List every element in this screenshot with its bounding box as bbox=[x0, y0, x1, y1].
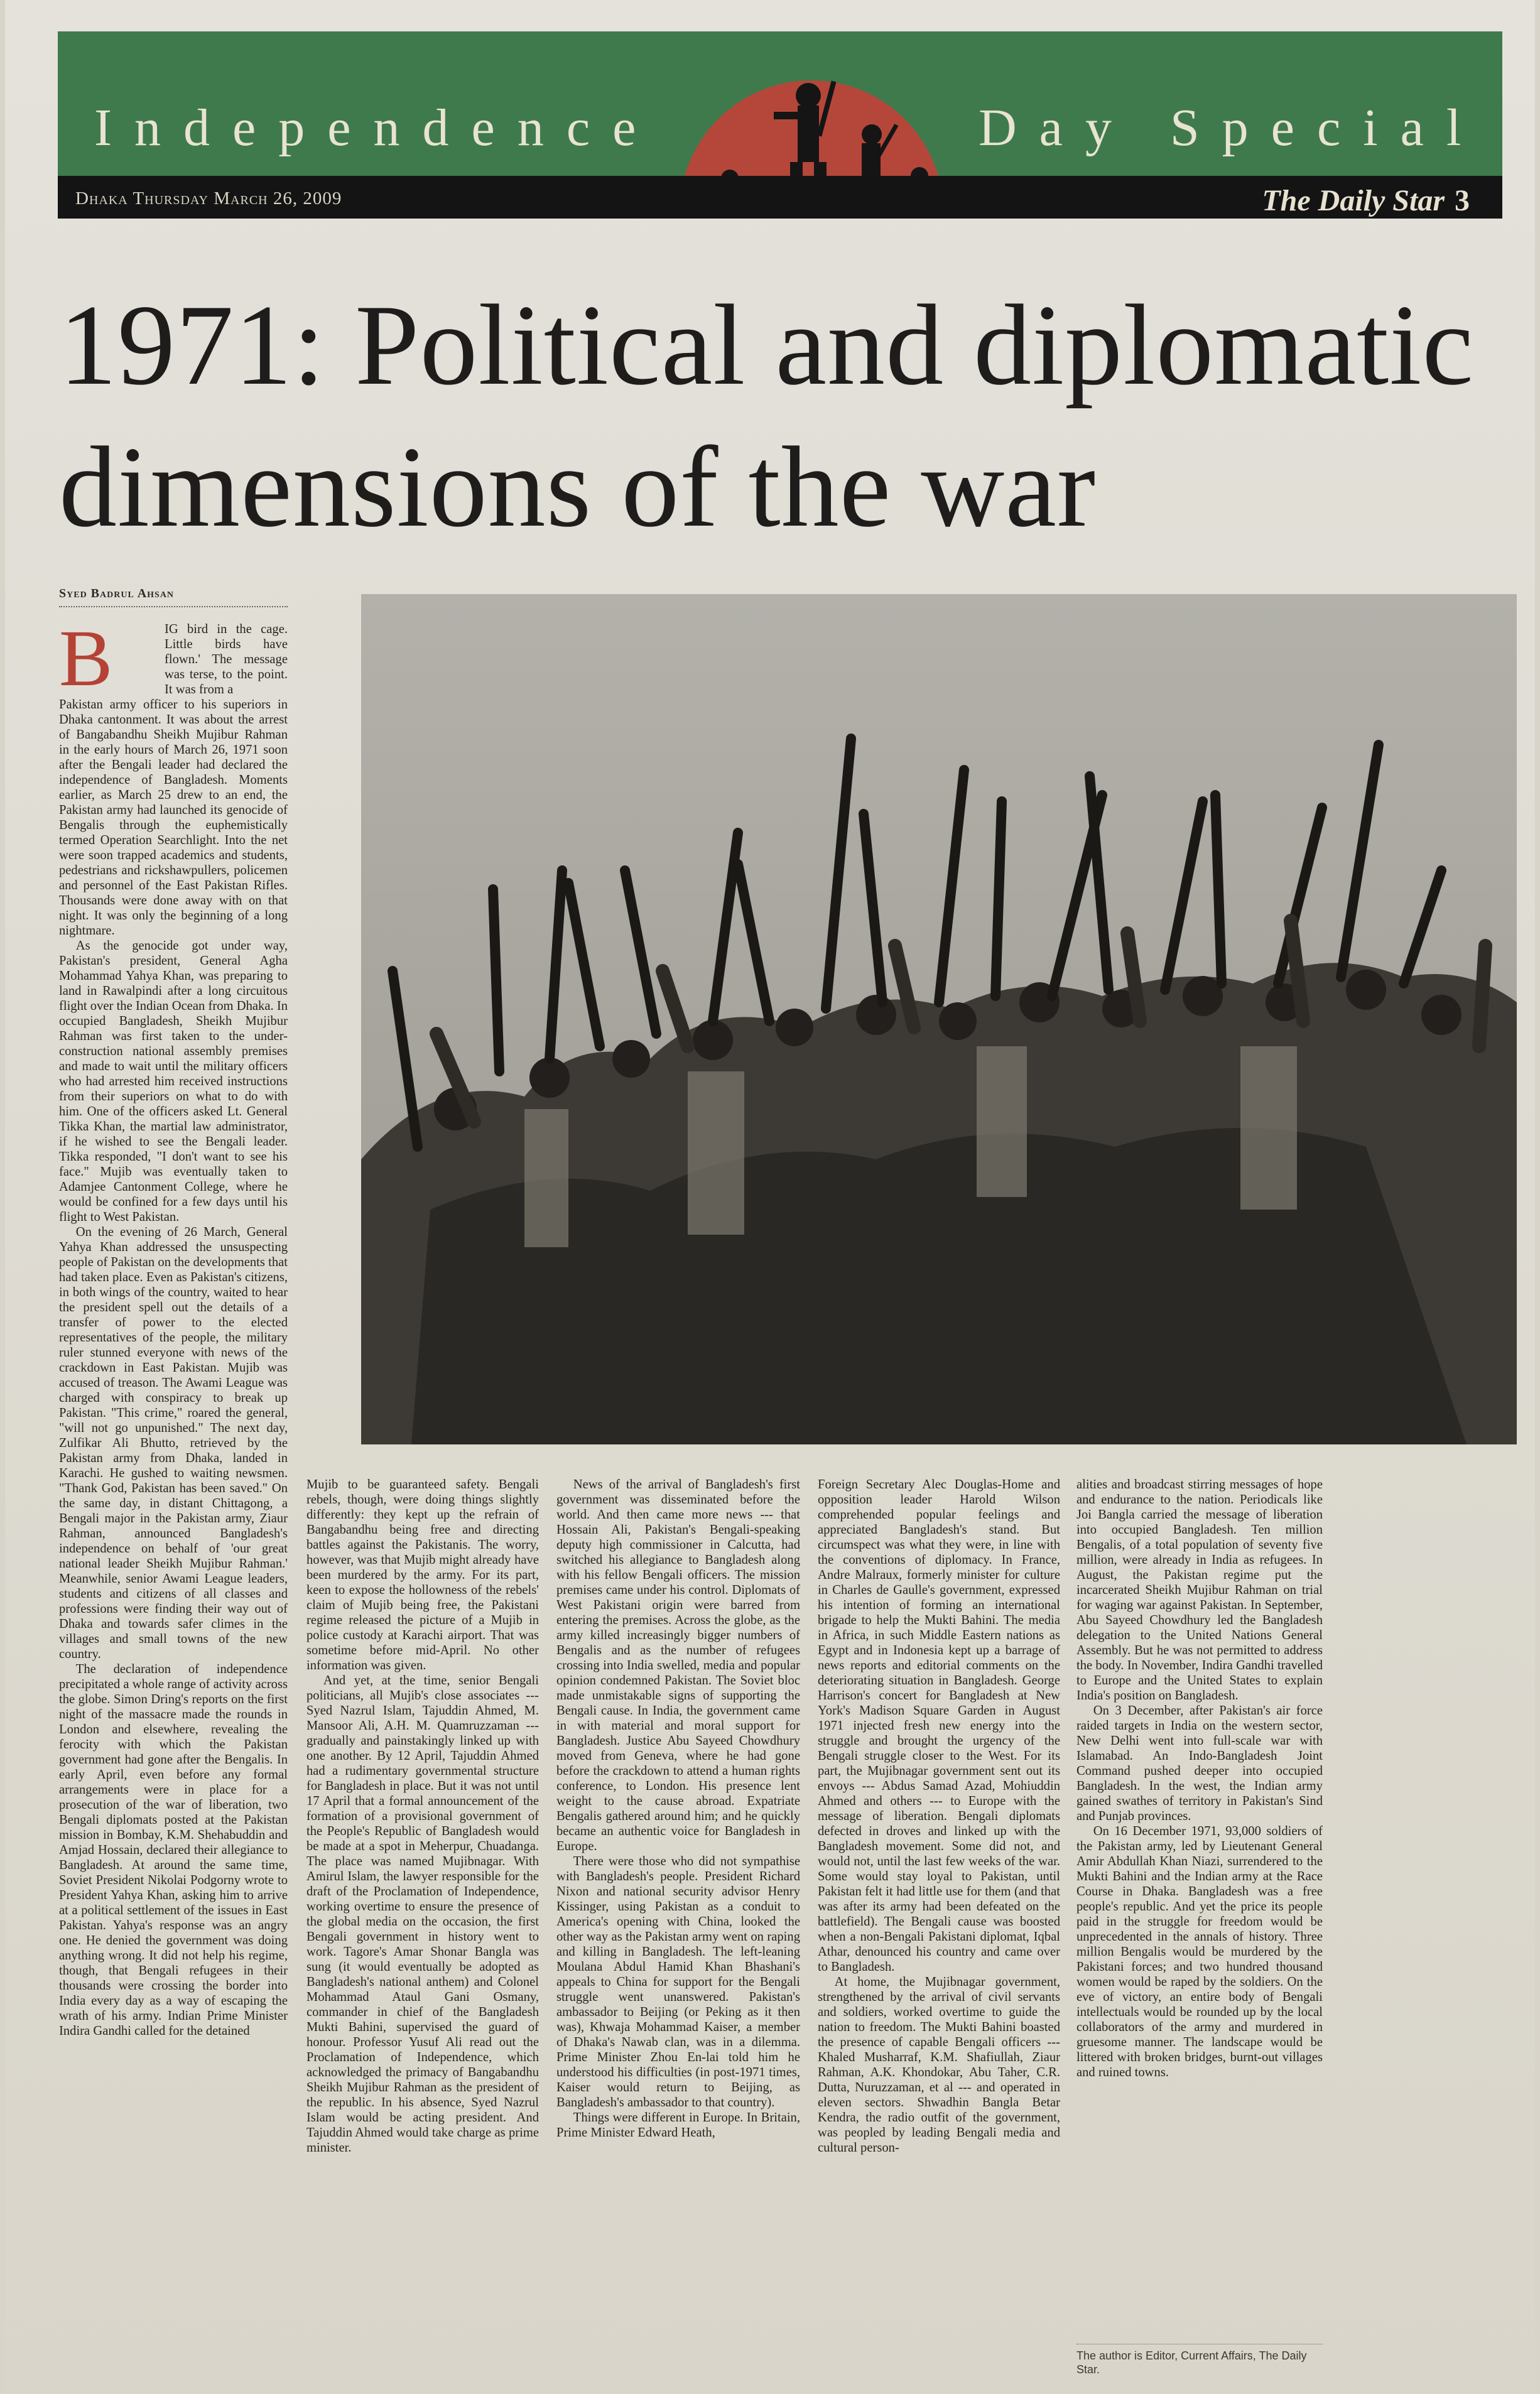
article-column-1 bbox=[59, 622, 288, 2039]
masthead bbox=[1262, 183, 1470, 218]
paragraph: Mujib to be guaranteed safety. Bengali rebels, though, were doing things slightly differently: they kept up the refrain of Bangabandhu being free and directing battles against the Pakistanis. The worry, however, was that Mujib might already have been murdered by the army. For its part, keen to expose the hollowness of the rebels' claim of Mujib being free, the Pakistani regime released the picture of a Mujib in police custody at Karachi airport. That was sometime before mid-April. No other information was given. bbox=[306, 1478, 539, 1672]
drop-cap: B bbox=[59, 614, 113, 703]
page-number: 3 bbox=[1455, 184, 1470, 217]
opening-lines: IG bird in the cage. Little birds have flown.' The message was terse, to the point. It was from a bbox=[165, 622, 288, 696]
article-opening bbox=[59, 622, 288, 697]
byline: Syed Badrul Ahsan bbox=[59, 587, 175, 600]
banner-title-right: Day Special bbox=[979, 99, 1484, 157]
paragraph: On 3 December, after Pakistan's air force raided targets in India on the western sector, New Delhi went into full-scale war with Islamabad. An Indo-Bangladesh Joint Command pushed deeper into occupied Bangladesh. In the west, the Indian army gained swathes of territory in Pakistan's Sind and Punjab provinces. bbox=[1076, 1704, 1323, 1823]
paragraph: The declaration of independence precipitated a whole range of activity across the globe. Simon Dring's reports on the first night of the massacre made the rounds in London and elsewhere, revealing the ferocity with which the Pakistan government had gone after the Bengalis. In early April, even before any formal arrangements were in place for a prosecution of the war of liberation, two Bengali diplomats posted at the Pakistan mission in Bombay, K.M. Shehabuddin and Amjad Hossain, declared their allegiance to Bangladesh. At around the same time, Soviet President Nikolai Podgorny wrote to President Yahya Khan, asking him to arrive at a political settlement of the issues in East Pakistan. Yahya's response was an angry one. He denied the government was doing anything wrong. It did not help his regime, though, that Bengali refugees in their thousands were crossing the border into India every day as a way of escaping the wrath of his army. Indian Prime Minister Indira Gandhi called for the detained bbox=[59, 1662, 288, 2038]
paragraph: Things were different in Europe. In Britain, Prime Minister Edward Heath, bbox=[556, 2111, 800, 2140]
headline-line-1: 1971: Political and diplomatic bbox=[59, 281, 1475, 409]
masthead-logo: The Daily Star bbox=[1262, 184, 1445, 217]
paragraph: alities and broadcast stirring messages of hope and endurance to the nation. Periodicals like Joi Bangla carried the message of liberation into occupied Bangladesh. Ten million Bengalis, of a total population of seventy five million, were already in India as refugees. In August, the Pakistan regime put the incarcerated Sheikh Mujibur Rahman on trial for waging war against Pakistan. In September, Abu Sayeed Chowdhury led the Bangladesh delegation to the United Nations General Assembly. But he was not permitted to address the body. In November, Indira Gandhi travelled to Europe and the United States to explain India's position on Bangladesh. bbox=[1076, 1478, 1323, 1703]
article-column-5 bbox=[1076, 1477, 1323, 2080]
byline-divider bbox=[59, 606, 288, 607]
dateline: Dhaka Thursday March 26, 2009 bbox=[75, 188, 342, 209]
newspaper-page bbox=[5, 0, 1535, 2394]
paragraph: Foreign Secretary Alec Douglas-Home and opposition leader Harold Wilson comprehended popular feelings and appreciated Bangladesh's stand. But circumspect was what they were, in line with the conventions of diplomacy. In France, Andre Malraux, formerly minister for culture in Charles de Gaulle's government, expressed his intention of forming an international brigade to help the Mukti Bahini. The media in Africa, in such Middle Eastern nations as Egypt and in Indonesia kept up a barrage of news reports and editorial comments on the deteriorating situation in Bangladesh. George Harrison's concert for Bangladesh at New York's Madison Square Garden in August 1971 injected fresh new energy into the struggle and brought the urgency of the Bengali struggle closer to the West. For its part, the Mujibnagar government sent out its envoys --- Abdus Samad Azad, Mohiuddin Ahmed and others --- to Europe with the message of liberation. Bengali diplomats defected in droves and linked up with the Bangladesh movement. Some did not, and would not, until the last few weeks of the war. Some would stay loyal to Pakistan, until Pakistan felt it had little use for them (and that was after its army had been defeated on the battlefield). The Bengali cause was boosted when a non-Bengali Pakistani diplomat, Iqbal Athar, denounced his country and came over to Bangladesh. bbox=[818, 1478, 1060, 1974]
paragraph: On 16 December 1971, 93,000 soldiers of the Pakistan army, led by Lieutenant General Amir Abdullah Khan Niazi, surrendered to the Mukti Bahini and the Indian army at the Race Course in Dhaka. Bangladesh was a free people's republic. And yet the price its people paid in the struggle for freedom would be unprecedented in the annals of history. Three million Bengalis would be murdered by the Pakistani forces; and two hundred thousand women would be raped by the soldiers. On the eve of victory, an entire body of Bengali intellectuals would be rounded up by the local collaborators of the army and murdered in gruesome manner. The landscape would be littered with broken bridges, burnt-out villages and ruined towns. bbox=[1076, 1824, 1323, 2079]
paragraph: And yet, at the time, senior Bengali politicians, all Mujib's close associates --- Syed Nazrul Islam, Tajuddin Ahmed, M. Mansoor Ali, A.H. M. Quamruzzaman --- gradually and painstakingly linked up with one another. By 12 April, Tajuddin Ahmed had a rudimentary governmental structure for Bangladesh in place. But it was not until 17 April that a formal announcement of the formation of a provisional government of the People's Republic of Bangladesh would be made at a spot in Meherpur, Chuadanga. The place was named Mujibnagar. With Amirul Islam, the lawyer responsible for the draft of the Proclamation of Independence, working overtime to ensure the presence of the global media on the occasion, the first Bengali government in history went to work. Tagore's Amar Shonar Bangla was sung (it would eventually be adopted as Bangladesh's national anthem) and Colonel Mohammad Ataul Gani Osmany, commander in chief of the Bangladesh Mukti Bahini, supervised the guard of honour. Professor Yusuf Ali read out the Proclamation of Independence, which acknowledged the primacy of Bangabandhu Sheikh Mujibur Rahman as the president of the republic. In his absence, Syed Nazrul Islam would be acting president. And Tajuddin Ahmed would take charge as prime minister. bbox=[306, 1674, 539, 2155]
paragraph: There were those who did not sympathise with Bangladesh's people. President Richard Nixon and national security advisor Henry Kissinger, using Pakistan as a conduit to America's opening with China, looked the other way as the Pakistan army went on raping and killing in Bangladesh. The left-leaning Moulana Abdul Hamid Khan Bhashani's appeals to China for support for the Bengali struggle went unanswered. Pakistan's ambassador to Beijing (or Peking as it then was), Khwaja Mohammad Kaiser, a member of Dhaka's Nawab clan, was in a dilemma. Prime Minister Zhou En-lai told him he understood his difficulties (in post-1971 times, Kaiser would return to Beijing, as Bangladesh's ambassador to that country). bbox=[556, 1855, 800, 2110]
crowd-raising-rifles-photo bbox=[361, 594, 1517, 1444]
article-column-4 bbox=[818, 1477, 1060, 2155]
paragraph: At home, the Mujibnagar government, strengthened by the arrival of civil servants and soldiers, worked overtime to guide the nation to freedom. The Mukti Bahini boasted the presence of capable Bengali officers --- Khaled Musharraf, K.M. Shafiullah, Ziaur Rahman, A.K. Khondokar, Abu Taher, C.R. Dutta, Nuruzzaman, et al --- and operated in eleven sectors. Shwadhin Bangla Betar Kendra, the radio outfit of the government, was peopled by leading Bengali media and cultural person- bbox=[818, 1975, 1060, 2155]
author-note: The author is Editor, Current Affairs, The Daily Star. bbox=[1076, 2349, 1307, 2376]
headline-line-2: dimensions of the war bbox=[59, 423, 1097, 551]
photo-illustration bbox=[361, 594, 1517, 1444]
paragraph: On the evening of 26 March, General Yahya Khan addressed the unsuspecting people of Pakistan on the developments that had taken place. Even as Pakistan's citizens, in both wings of the country, waited to hear the president spell out the details of a transfer of power to the elected representatives of the people, the military ruler stunned everyone with news of the crackdown in East Pakistan. Mujib was accused of treason. The Awami League was charged with conspiracy to break up Pakistan. "This crime," roared the general, "will not go unpunished." The next day, Zulfikar Ali Bhutto, retrieved by the Pakistan army from Dhaka, landed in Karachi. He gushed to waiting newsmen. "Thank God, Pakistan has been saved." On the same day, in distant Chittagong, a Bengali major in the Pakistan army, Ziaur Rahman, announced Bangladesh's independence on behalf of 'our great national leader Sheikh Mujibur Rahman.' Meanwhile, senior Awami League leaders, students and citizens of all classes and professions were finding their way out of Dhaka and towards safer climes in the villages and small towns of the new country. bbox=[59, 1225, 288, 1661]
paragraph: As the genocide got under way, Pakistan's president, General Agha Mohammad Yahya Khan, was preparing to land in Rawalpindi after a long circuitous flight over the Indian Ocean from Dhaka. In occupied Bangladesh, Sheikh Mujibur Rahman was first taken to the under-construction national assembly premises and made to wait until the military officers who had arrested him received instructions from their superiors on what to do with him. One of the officers asked Lt. General Tikka Khan, the martial law administrator, if he wished to see the Bengali leader. Tikka responded, "I don't want to see his face." Mujib was eventually taken to Adamjee Cantonment College, where he would be confined for a few days until his flight to West Pakistan. bbox=[59, 939, 288, 1224]
banner-title-left: Independence bbox=[94, 99, 659, 157]
paragraph: Pakistan army officer to his superiors in Dhaka cantonment. It was about the arrest of Bangabandhu Sheikh Mujibur Rahman in the early hours of March 26, 1971 soon after the Bengali leader had declared the independence of Bangladesh. Moments earlier, as March 25 drew to an end, the Pakistan army had launched its genocide of Bengalis through the euphemistically termed Operation Searchlight. Into the net were soon trapped academics and students, pedestrians and rickshawpullers, policemen and personnel of the East Pakistan Rifles. Thousands were done away with on that night. It was only the beginning of a long nightmare. bbox=[59, 698, 288, 938]
article-column-3 bbox=[556, 1477, 800, 2140]
headline bbox=[59, 274, 1504, 558]
paragraph: News of the arrival of Bangladesh's first government was disseminated before the world. And then came more news --- that Hossain Ali, Pakistan's Bengali-speaking deputy high commissioner in Calcutta, had switched his allegiance to Bangladesh along with his fellow Bengali officers. The mission premises came under his control. Diplomats of West Pakistani origin were barred from entering the premises. Across the globe, as the army killed increasingly bigger numbers of Bengalis and as the number of refugees crossing into India swelled, media and popular opinion condemned Pakistan. The Soviet bloc made unmistakable signs of supporting the Bengali cause. In India, the government came in with material and moral support for Bangladesh. Justice Abu Sayeed Chowdhury moved from Geneva, where he had gone before the crackdown to attend a human rights conference, to London. His presence lent weight to the cause abroad. Expatriate Bengalis gathered around him; and he quickly became an authentic voice for Bangladesh in Europe. bbox=[556, 1478, 800, 1853]
article-column-2 bbox=[306, 1477, 539, 2155]
